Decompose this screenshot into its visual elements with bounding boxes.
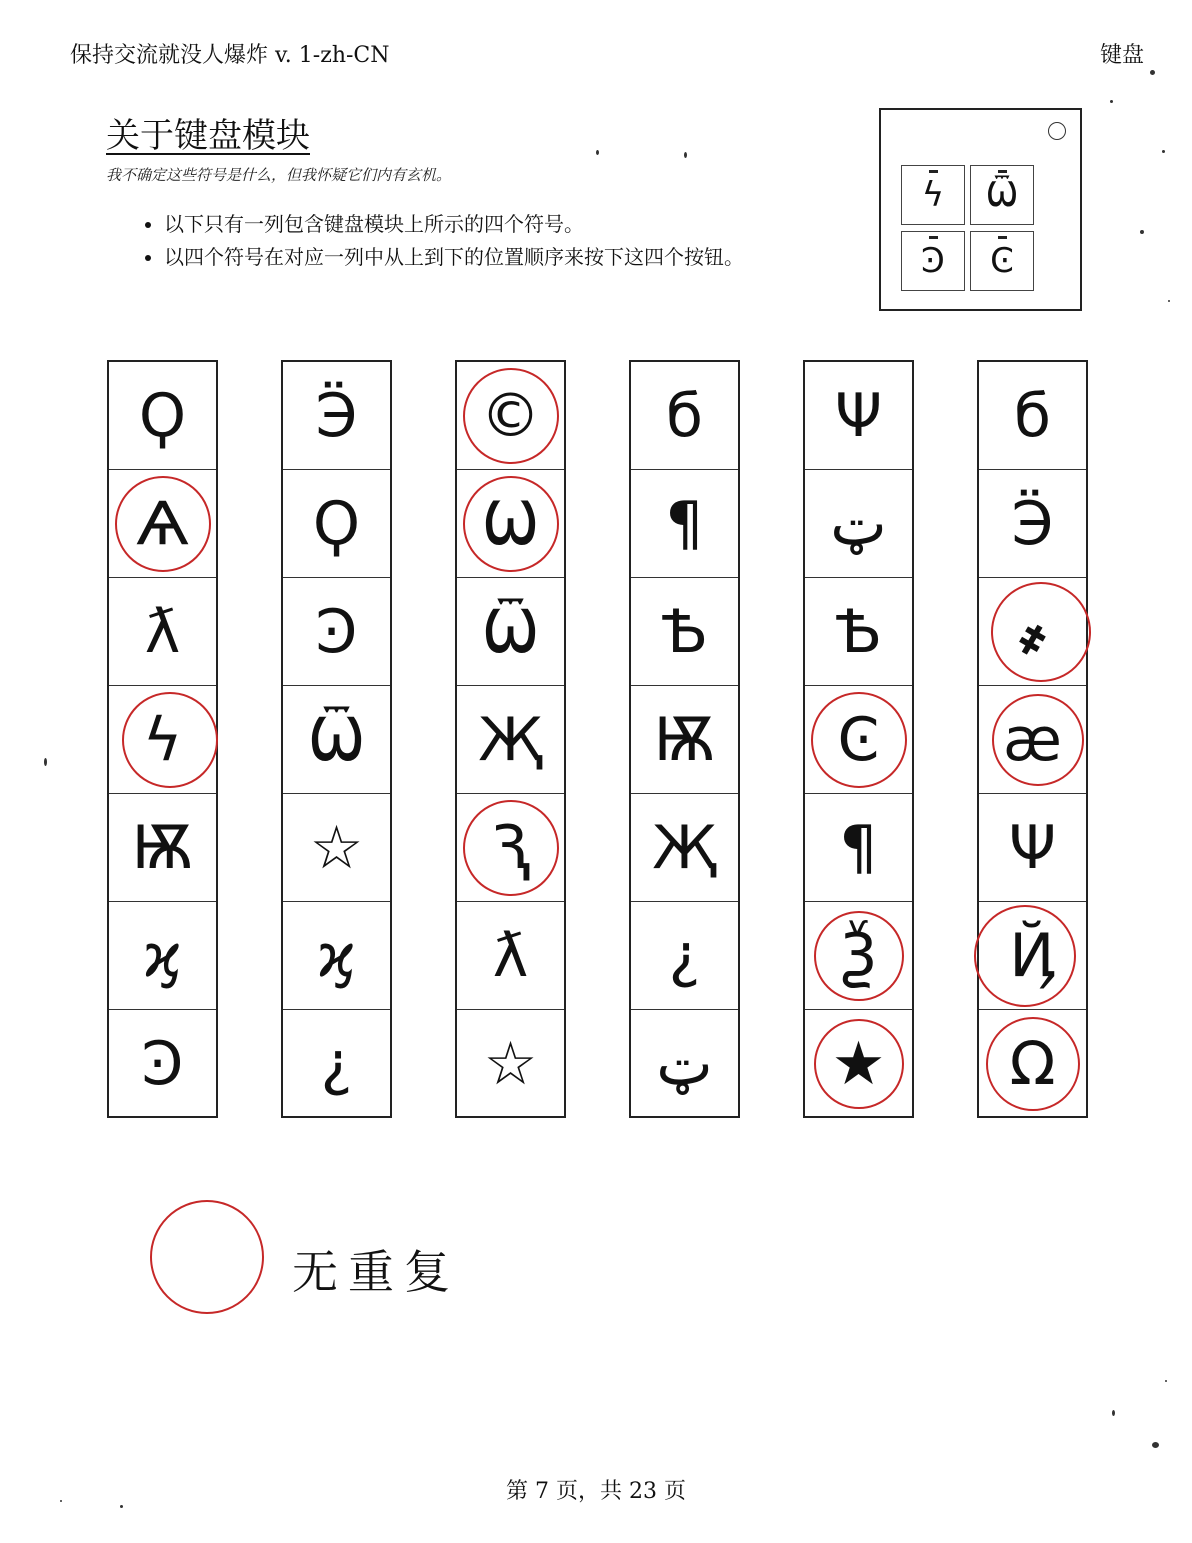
symbol-cell bbox=[805, 470, 912, 578]
symbol-glyph: Ѭ bbox=[653, 704, 716, 775]
symbol-column-1 bbox=[107, 360, 218, 1118]
symbol-glyph: Җ bbox=[652, 812, 717, 883]
symbol-cell bbox=[631, 362, 738, 470]
symbol-column-3 bbox=[455, 360, 566, 1118]
symbol-glyph: Җ bbox=[478, 704, 543, 775]
key-symbol: ϟ bbox=[921, 175, 945, 215]
symbol-cell bbox=[283, 1010, 390, 1118]
symbol-glyph: ¿ bbox=[320, 1029, 353, 1099]
symbol-glyph: ϗ bbox=[142, 920, 183, 991]
symbol-cell bbox=[283, 470, 390, 578]
key-symbol: Ͼ bbox=[990, 241, 1014, 281]
symbol-glyph: Ѣ bbox=[835, 596, 882, 667]
keypad-key bbox=[970, 231, 1034, 291]
symbol-cell bbox=[631, 470, 738, 578]
symbol-cell bbox=[109, 470, 216, 578]
symbol-glyph: ټ bbox=[830, 488, 887, 559]
ink-speck bbox=[1165, 1380, 1167, 1382]
symbol-glyph: ƛ bbox=[492, 920, 529, 991]
red-circle-mark bbox=[463, 368, 559, 464]
symbol-cell bbox=[457, 1010, 564, 1118]
keypad-key bbox=[970, 165, 1034, 225]
symbol-glyph: ¶ bbox=[665, 488, 704, 559]
symbol-column-2 bbox=[281, 360, 392, 1118]
ink-speck bbox=[1150, 70, 1155, 75]
symbol-cell bbox=[109, 578, 216, 686]
symbol-glyph: Ͼ bbox=[837, 704, 880, 775]
symbol-glyph: ټ bbox=[656, 1029, 713, 1099]
symbol-cell bbox=[457, 578, 564, 686]
rule-item: • 以下只有一列包含键盘模块上所示的四个符号。 bbox=[164, 208, 744, 241]
symbol-glyph: Ω bbox=[1009, 1029, 1056, 1099]
symbol-glyph: © bbox=[480, 380, 541, 451]
symbol-cell bbox=[631, 1010, 738, 1118]
symbol-glyph: Ԇ bbox=[490, 812, 531, 883]
symbol-glyph: ¶ bbox=[839, 812, 878, 883]
rules-list bbox=[130, 208, 744, 274]
symbol-cell bbox=[109, 686, 216, 794]
symbol-glyph: б bbox=[665, 380, 703, 451]
red-circle-mark bbox=[986, 1017, 1080, 1111]
symbol-glyph: Ͽ bbox=[141, 1029, 184, 1099]
symbol-cell bbox=[631, 686, 738, 794]
red-circle-mark bbox=[991, 582, 1091, 682]
symbol-glyph: ★ bbox=[831, 1029, 886, 1099]
red-circle-mark bbox=[992, 694, 1084, 786]
red-circle-mark bbox=[115, 476, 211, 572]
symbol-cell bbox=[109, 794, 216, 902]
symbol-cell bbox=[979, 362, 1086, 470]
symbol-cell bbox=[109, 362, 216, 470]
symbol-cell bbox=[109, 902, 216, 1010]
ink-speck bbox=[1140, 230, 1144, 234]
symbol-cell bbox=[805, 1010, 912, 1118]
ink-speck bbox=[44, 758, 47, 766]
symbol-glyph: б bbox=[1013, 380, 1051, 451]
symbol-cell bbox=[283, 362, 390, 470]
red-circle-mark bbox=[463, 800, 559, 896]
symbol-cell bbox=[979, 794, 1086, 902]
ink-speck bbox=[1110, 100, 1113, 103]
symbol-glyph: ƛ bbox=[144, 596, 181, 667]
red-circle-mark bbox=[814, 1019, 904, 1109]
keypad-key bbox=[901, 165, 965, 225]
symbol-cell bbox=[457, 686, 564, 794]
rule-item: • 以四个符号在对应一列中从上到下的位置顺序来按下这四个按钮。 bbox=[164, 241, 744, 274]
ink-speck bbox=[1152, 1442, 1159, 1448]
red-circle-mark bbox=[814, 911, 904, 1001]
symbol-cell bbox=[283, 578, 390, 686]
symbol-cell bbox=[979, 686, 1086, 794]
symbol-glyph: ҂ bbox=[1017, 596, 1048, 667]
symbol-glyph: ϟ bbox=[142, 704, 183, 775]
symbol-glyph: Ѭ bbox=[131, 812, 194, 883]
red-circle-mark bbox=[122, 692, 218, 788]
symbol-cell bbox=[805, 686, 912, 794]
symbol-cell bbox=[805, 794, 912, 902]
symbol-cell bbox=[805, 578, 912, 686]
symbol-glyph: ϗ bbox=[316, 920, 357, 991]
symbol-glyph: Ѧ bbox=[136, 488, 189, 559]
symbol-glyph: Ψ bbox=[1008, 812, 1057, 883]
symbol-cell bbox=[979, 470, 1086, 578]
keypad-module-illustration bbox=[879, 108, 1082, 311]
symbol-column-6 bbox=[977, 360, 1088, 1118]
symbol-column-5 bbox=[803, 360, 914, 1118]
ink-speck bbox=[1112, 1410, 1115, 1416]
red-circle-mark bbox=[974, 905, 1076, 1007]
ink-speck bbox=[120, 1505, 123, 1508]
symbol-glyph: Ҋ bbox=[1009, 920, 1056, 991]
symbol-glyph: ☆ bbox=[309, 812, 364, 883]
ink-speck bbox=[684, 152, 687, 158]
symbol-glyph: Ѯ bbox=[839, 920, 878, 991]
symbol-glyph: Ӭ bbox=[315, 380, 358, 451]
symbol-cell bbox=[457, 902, 564, 1010]
keypad-key bbox=[901, 231, 965, 291]
ink-speck bbox=[596, 150, 599, 155]
symbol-cell bbox=[457, 470, 564, 578]
symbol-cell bbox=[109, 1010, 216, 1118]
symbol-glyph: ¿ bbox=[668, 920, 701, 991]
red-circle-mark bbox=[811, 692, 907, 788]
symbol-glyph: æ bbox=[1003, 704, 1062, 775]
symbol-glyph: ☆ bbox=[483, 1029, 538, 1099]
key-symbol: Ͽ bbox=[921, 241, 945, 281]
symbol-cell bbox=[457, 362, 564, 470]
red-circle-mark bbox=[463, 476, 559, 572]
symbol-cell bbox=[979, 1010, 1086, 1118]
ink-speck bbox=[1168, 300, 1170, 302]
page-number: 第 7 页，共 23 页 bbox=[506, 1479, 686, 1504]
symbol-glyph: Ψ bbox=[834, 380, 883, 451]
symbol-glyph: Ͽ bbox=[315, 596, 358, 667]
symbol-cell bbox=[805, 362, 912, 470]
symbol-cell bbox=[805, 902, 912, 1010]
symbol-cell bbox=[979, 902, 1086, 1010]
symbol-glyph: Ѡ bbox=[482, 488, 539, 559]
section-title: 关于键盘模块 bbox=[106, 116, 310, 156]
symbol-glyph: Ѿ bbox=[482, 596, 539, 667]
symbol-cell bbox=[283, 794, 390, 902]
symbol-cell bbox=[283, 686, 390, 794]
ink-speck bbox=[60, 1500, 62, 1502]
section-subtitle: 我不确定这些符号是什么，但我怀疑它们内有玄机。 bbox=[106, 166, 452, 184]
status-light-icon bbox=[1048, 122, 1066, 140]
key-symbol: Ѿ bbox=[986, 175, 1018, 215]
symbol-cell bbox=[457, 794, 564, 902]
symbol-cell bbox=[631, 794, 738, 902]
legend-label: 无重复 bbox=[292, 1245, 460, 1299]
symbol-glyph: Ѣ bbox=[661, 596, 708, 667]
header-manual-title: 保持交流就没人爆炸 v. 1-zh-CN bbox=[70, 43, 390, 68]
symbol-cell bbox=[631, 902, 738, 1010]
symbol-glyph: Ϙ bbox=[138, 380, 187, 451]
symbol-glyph: Ѿ bbox=[308, 704, 365, 775]
symbol-glyph: Ӭ bbox=[1011, 488, 1054, 559]
symbol-cell bbox=[283, 902, 390, 1010]
symbol-column-4 bbox=[629, 360, 740, 1118]
symbol-glyph: Ϙ bbox=[312, 488, 361, 559]
header-section-name: 键盘 bbox=[1099, 43, 1144, 68]
symbol-cell bbox=[631, 578, 738, 686]
ink-speck bbox=[1162, 150, 1165, 153]
symbol-cell bbox=[979, 578, 1086, 686]
legend-circle-icon bbox=[150, 1200, 264, 1314]
